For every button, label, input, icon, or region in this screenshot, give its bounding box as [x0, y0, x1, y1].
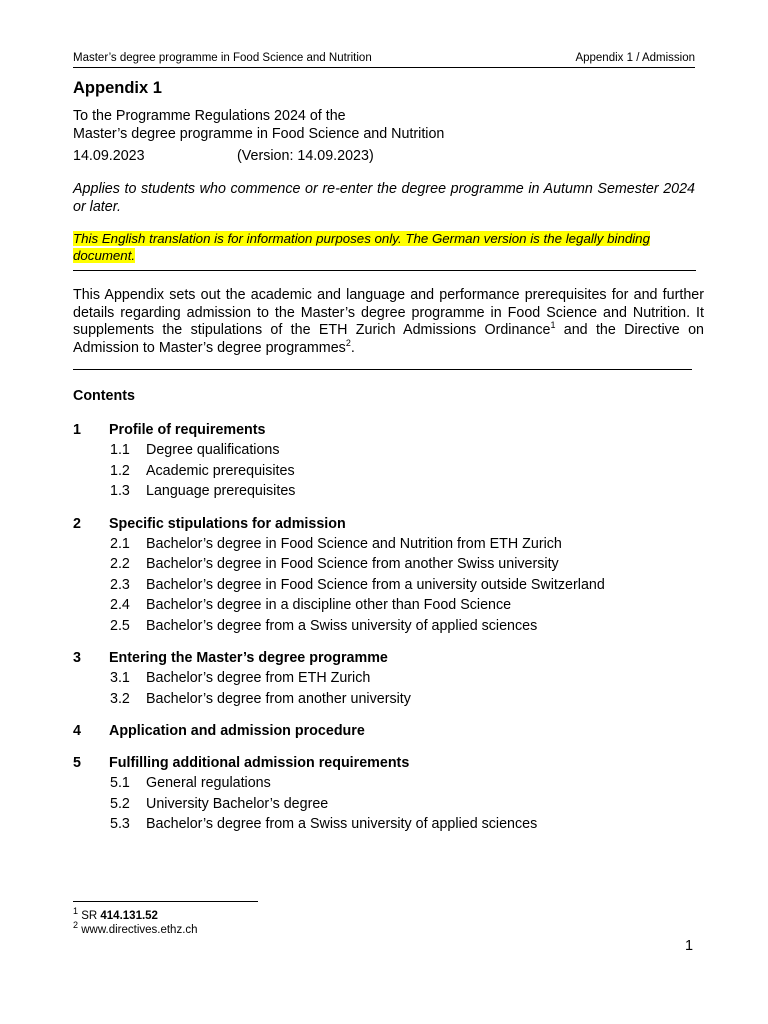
running-header: [73, 51, 695, 68]
toc-subentry[interactable]: [73, 461, 713, 482]
intro-text-2: and the Directive on Admission to Master’s degree programmes: [73, 322, 704, 356]
toc-subentry[interactable]: [73, 689, 713, 710]
toc-subentry-number: 2.2: [110, 556, 130, 572]
toc-section: [73, 649, 713, 709]
toc-subentry-number: 2.1: [110, 535, 130, 552]
footnote: [73, 920, 198, 937]
issue-date: 14.09.2023: [73, 148, 145, 164]
toc-subentry-number: 5.2: [110, 795, 130, 812]
toc-subentry[interactable]: [73, 794, 713, 815]
toc-subentry-number: 1.3: [110, 483, 130, 499]
footnote: [73, 906, 198, 923]
toc-entry-number: 2: [73, 515, 81, 532]
toc-entry[interactable]: [73, 649, 713, 668]
footnote-text[interactable]: www.directives.ethz.ch: [81, 924, 198, 936]
subtitle-line-2: Master’s degree programme in Food Science and Nutrition: [73, 125, 445, 142]
toc-subentry-number: 1.2: [110, 462, 130, 479]
toc-subentry[interactable]: [73, 814, 713, 835]
translation-notice: [73, 231, 695, 264]
toc-entry[interactable]: [73, 515, 713, 534]
toc-subentry-title: Bachelor’s degree in a discipline other than Food Science: [146, 597, 512, 613]
table-of-contents: [73, 421, 713, 848]
toc-subentry[interactable]: [73, 440, 713, 461]
toc-entry-number: 1: [73, 422, 81, 438]
toc-entry[interactable]: [73, 722, 713, 741]
toc-entry-number: 5: [73, 755, 81, 771]
footnote-ref-1[interactable]: 1: [550, 320, 556, 331]
footnotes: [73, 906, 198, 937]
toc-subentry[interactable]: [73, 668, 713, 689]
date-row: [73, 148, 374, 166]
footnote-mark: 2: [73, 920, 79, 931]
intro-paragraph: [73, 287, 704, 357]
footnote-mark: 1: [73, 906, 79, 917]
header-section: Appendix 1 / Admission: [575, 52, 695, 64]
toc-subentry-number: 2.4: [110, 597, 130, 613]
divider: [73, 270, 696, 271]
toc-subentry[interactable]: [73, 481, 713, 502]
version-text: (Version: 14.09.2023): [237, 148, 374, 164]
toc-subentry-title: General regulations: [146, 775, 271, 791]
toc-subentry[interactable]: [73, 534, 713, 555]
toc-subentry-number: 1.1: [110, 442, 130, 458]
toc-entry-title: Specific stipulations for admission: [109, 515, 346, 532]
toc-subentry-title: Bachelor’s degree in Food Science and Nutrition from ETH Zurich: [146, 535, 562, 552]
page-number: 1: [685, 938, 694, 954]
translation-notice-text: This English translation is for information purposes only. The German version is the legally binding document.: [73, 231, 650, 263]
footnote-divider: [73, 901, 258, 902]
footnote-prefix: SR: [81, 910, 101, 922]
toc-subentry-title: Bachelor’s degree from ETH Zurich: [146, 670, 371, 686]
toc-subentry-title: Bachelor’s degree in Food Science from another Swiss university: [146, 556, 559, 572]
toc-subentry-title: Bachelor’s degree in Food Science from a university outside Switzerland: [146, 576, 605, 593]
toc-subentry[interactable]: [73, 773, 713, 794]
toc-entry-number: 3: [73, 650, 81, 666]
contents-heading: Contents: [73, 388, 135, 404]
intro-text-1: This Appendix sets out the academic and language and performance prerequisites for and further details regarding admission to the Master’s degree programme in Food Science and Nutrition. It supplements the stipulations of the ETH Zurich Admissions Ordinance: [73, 287, 704, 338]
subtitle: [73, 108, 713, 143]
toc-entry-title: Profile of requirements: [109, 422, 266, 438]
page-title: Appendix 1: [73, 79, 162, 97]
toc-subentry-title: Language prerequisites: [146, 483, 296, 499]
footnote-ref-2[interactable]: 2: [345, 337, 351, 348]
toc-section: [73, 515, 713, 637]
applies-statement: Applies to students who commence or re-enter the degree programme in Autumn Semester 2024 or later.: [73, 181, 695, 215]
toc-subentry-title: Bachelor’s degree from a Swiss university of applied sciences: [146, 617, 538, 634]
toc-subentry[interactable]: [73, 554, 713, 575]
intro-text-3: .: [350, 339, 355, 356]
toc-subentry-title: Bachelor’s degree from a Swiss university of applied sciences: [146, 816, 538, 832]
toc-entry-title: Entering the Master’s degree programme: [109, 650, 388, 666]
toc-entry[interactable]: [73, 754, 713, 773]
toc-subentry[interactable]: [73, 575, 713, 596]
toc-subentry-number: 2.3: [110, 576, 130, 593]
toc-subentry-number: 2.5: [110, 617, 130, 634]
toc-subentry[interactable]: [73, 616, 713, 637]
toc-subentry-title: Degree qualifications: [146, 442, 280, 458]
divider: [73, 369, 692, 370]
toc-section: [73, 754, 713, 835]
toc-subentry-number: 3.1: [110, 670, 130, 686]
footnote-reference: 414.131.52: [100, 910, 158, 922]
toc-subentry-number: 5.3: [110, 816, 130, 832]
toc-entry-title: Fulfilling additional admission requirements: [109, 755, 410, 771]
toc-entry[interactable]: [73, 421, 713, 440]
header-programme: Master’s degree programme in Food Science and Nutrition: [73, 52, 372, 64]
subtitle-line-1: To the Programme Regulations 2024 of the: [73, 108, 346, 124]
toc-subentry-title: Academic prerequisites: [146, 462, 295, 479]
toc-subentry-number: 3.2: [110, 690, 130, 707]
toc-subentry-title: Bachelor’s degree from another university: [146, 690, 411, 707]
toc-entry-number: 4: [73, 723, 81, 739]
toc-section: [73, 421, 713, 502]
toc-entry-title: Application and admission procedure: [109, 723, 365, 739]
toc-subentry-title: University Bachelor’s degree: [146, 795, 329, 812]
toc-section: [73, 722, 713, 741]
toc-subentry-number: 5.1: [110, 775, 130, 791]
toc-subentry[interactable]: [73, 595, 713, 616]
